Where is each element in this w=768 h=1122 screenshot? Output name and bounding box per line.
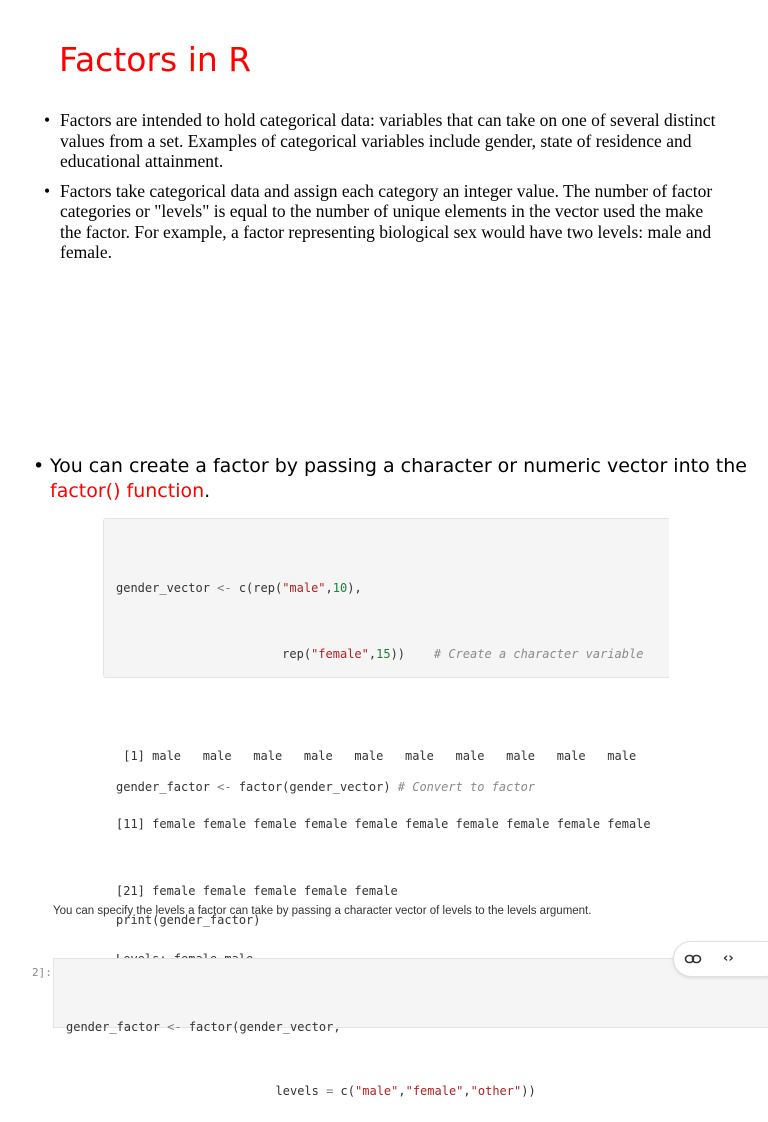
link-icon[interactable] (684, 950, 702, 973)
code-token: gender_vector (116, 581, 218, 595)
code-string: "other" (470, 1084, 522, 1098)
code-token: factor(gender_vector) (231, 780, 398, 794)
code-line (116, 643, 669, 665)
code-token: )) (390, 647, 434, 661)
cell-prompt: 2]: (32, 966, 52, 979)
slide-title: Factors in R (59, 40, 252, 79)
code-line (116, 577, 669, 599)
code-token: , (325, 581, 333, 595)
output-line: [21] female female female female female (116, 884, 398, 898)
bullet-dot: • (44, 110, 51, 130)
code-token: )) (521, 1084, 536, 1098)
code-number: 15 (376, 647, 391, 661)
bullet-item (44, 110, 724, 172)
bullet-end: . (204, 480, 211, 502)
code-token: c(rep( (231, 581, 283, 595)
code-operator: = (326, 1084, 334, 1098)
output-line: [1] male male male male male male male male male male (116, 749, 637, 763)
code-icon[interactable]: ‹› (723, 951, 734, 966)
code-token: c( (333, 1084, 356, 1098)
code-string: "female" (311, 647, 369, 661)
code-token: rep( (116, 647, 312, 661)
code-comment: # Convert to factor (397, 780, 536, 794)
levels-note-text: You can specify the levels a factor can take by passing a character vector of levels to the levels argument. (53, 905, 592, 917)
code-token: ), (347, 581, 362, 595)
output-line: [11] female female female female female female female female female female (116, 816, 651, 831)
code-operator: <- (217, 780, 232, 794)
code-string: "male" (282, 581, 326, 595)
code-number: 10 (332, 581, 348, 595)
code-cell-levels[interactable] (53, 958, 768, 1098)
code-line (66, 1080, 768, 1100)
cell-toolbar (673, 941, 768, 977)
intro-bullet-list (44, 110, 724, 272)
bullet-dot: • (33, 455, 45, 477)
bullet-text: You can create a factor by passing a character or numeric vector into the (50, 455, 747, 477)
code-token: gender_factor (116, 780, 218, 794)
code-string: "male" (355, 1084, 399, 1098)
create-factor-bullet (33, 454, 750, 504)
code-token: levels (66, 1084, 327, 1098)
code-comment: # Create a character variable (433, 647, 644, 661)
code-token: , (463, 1084, 471, 1098)
factor-function-highlight: factor() function (50, 480, 205, 502)
bullet-text: Factors are intended to hold categorical data: variables that can take on one of several distinct values from a set. Examples of categorical variables include gender, state of residence and educational attainment. (60, 110, 716, 171)
code-operator: <- (217, 581, 232, 595)
code-line (66, 1016, 768, 1036)
bullet-text: Factors take categorical data and assign each category an integer value. The number of factor categories or "levels" is equal to the number of unique elements in the vector used the make the factor. For example, a factor representing biological sex would have two levels: male and female. (60, 180, 713, 262)
code-token: , (368, 647, 377, 661)
code-token: gender_factor (66, 1020, 168, 1034)
code-string: "female" (405, 1084, 464, 1098)
code-token: factor(gender_vector, (181, 1020, 341, 1034)
code-token: , (398, 1084, 406, 1098)
bullet-dot: • (44, 180, 51, 201)
code-line: print(gender_factor) (116, 913, 261, 927)
code-operator: <- (167, 1020, 182, 1034)
bullet-item (44, 181, 724, 263)
code-output (116, 700, 651, 993)
